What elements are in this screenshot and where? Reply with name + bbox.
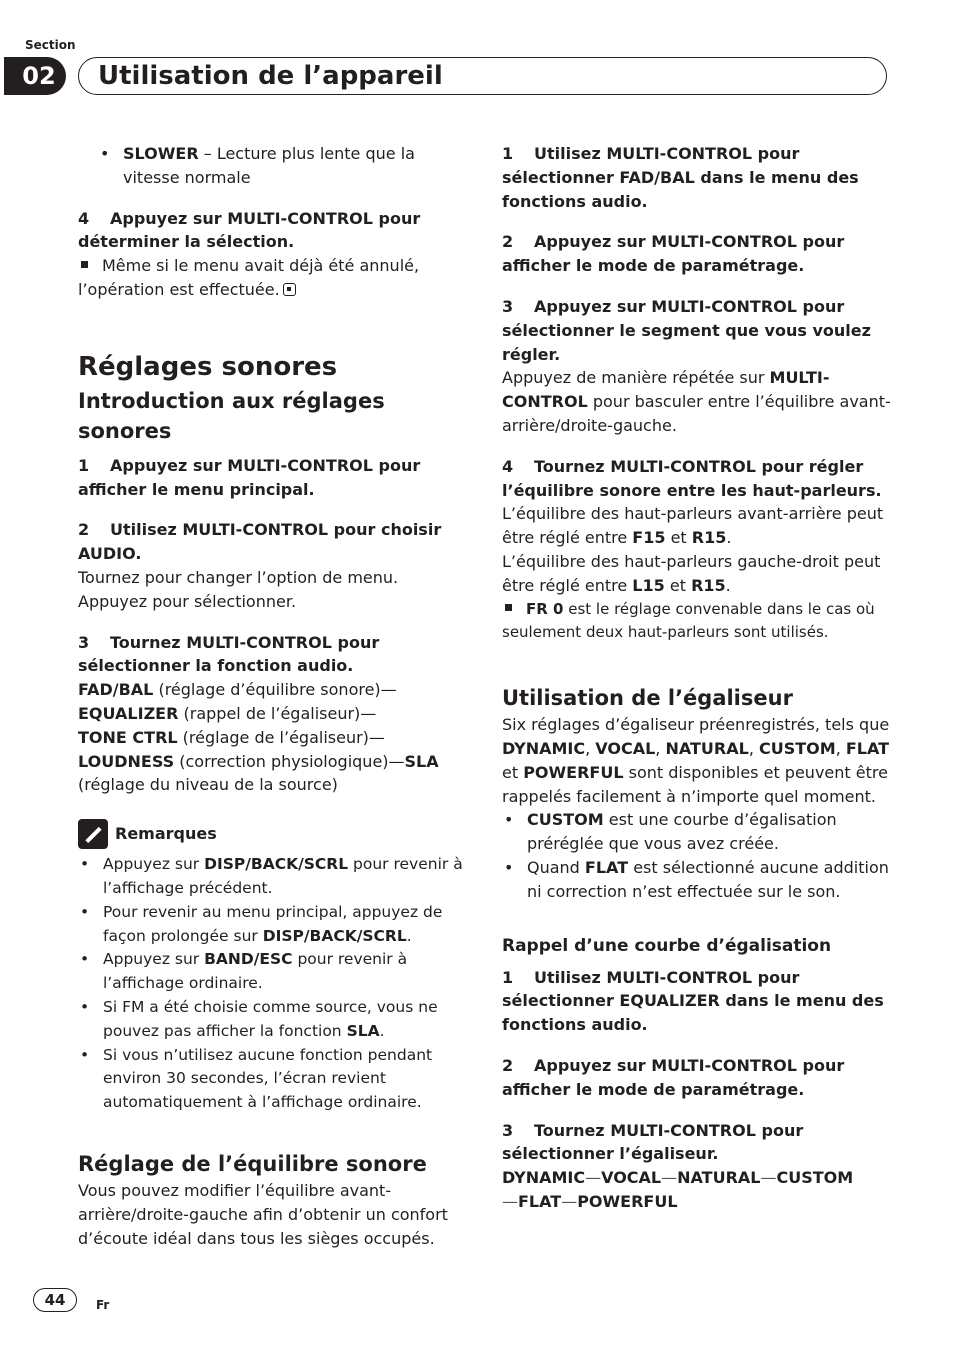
equalizer-intro: Six réglages d’égaliseur préenregistrés, tels que DYNAMIC, VOCAL, NATURAL, CUSTOM, FLAT et POWERFUL sont disponibles et peuvent être rappelés facilement à n’importe quel moment. xyxy=(502,715,890,806)
recall-step-3: 3 Tournez MULTI-CONTROL pour sélectionner l’égaliseur. xyxy=(502,1120,804,1164)
remarks-heading: Remarques xyxy=(78,819,468,849)
balance-range-front-rear: L’équilibre des haut-parleurs avant-arrière peut être réglé entre F15 et R15. xyxy=(502,504,884,548)
remarks-list xyxy=(78,853,468,1115)
page-title: Réglages sonores xyxy=(78,351,338,382)
language-label: Fr xyxy=(96,1298,110,1312)
recall-step-1: 1 Utilisez MULTI-CONTROL pour sélectionner EQUALIZER dans le menu des fonctions audio. xyxy=(502,967,884,1035)
recall-step-2: 2 Appuyez sur MULTI-CONTROL pour afficher le mode de paramétrage. xyxy=(502,1055,845,1099)
end-mark-icon xyxy=(283,283,296,296)
list-item: • Appuyez sur BAND/ESC pour revenir à l’affichage ordinaire. xyxy=(78,948,468,996)
audio-functions: FAD/BAL (réglage d’équilibre sonore)— EQUALIZER (rappel de l’égaliseur)— TONE CTRL (réglage de l’égaliseur)— LOUDNESS (correction physiologique)—SLA (réglage du niveau de la source) xyxy=(78,680,439,795)
balance-step-2: 2 Appuyez sur MULTI-CONTROL pour afficher le mode de paramétrage. xyxy=(502,232,845,276)
list-item: • Si FM a été choisie comme source, vous ne pouvez pas afficher la fonction SLA. xyxy=(78,996,468,1044)
balance-text: Vous pouvez modifier l’équilibre avant-arrière/droite-gauche afin d’obtenir un confort d’écoute idéal dans tous les sièges occupés. xyxy=(78,1180,448,1248)
equalizer-notes xyxy=(502,808,892,903)
pencil-note-icon xyxy=(78,819,108,849)
list-item: • CUSTOM est une courbe d’égalisation préréglée que vous avez créée. xyxy=(502,808,892,856)
intro-step-1: 1 Appuyez sur MULTI-CONTROL pour afficher le menu principal. xyxy=(78,455,421,499)
right-column xyxy=(502,142,892,1214)
list-item: • Appuyez sur DISP/BACK/SCRL pour revenir à l’affichage précédent. xyxy=(78,853,468,901)
equalizer-heading: Utilisation de l’égaliseur xyxy=(502,686,793,711)
balance-step-3-desc: Appuyez de manière répétée sur MULTI-CONTROL pour basculer entre l’équilibre avant-arrière/droite-gauche. xyxy=(502,368,891,435)
balance-step-4: 4 Tournez MULTI-CONTROL pour régler l’équilibre sonore entre les haut-parleurs. xyxy=(502,456,882,500)
intro-step-2-desc: Tournez pour changer l’option de menu. Appuyez pour sélectionner. xyxy=(78,567,399,611)
note-icon xyxy=(81,261,88,268)
left-column xyxy=(78,142,468,1250)
balance-step-3: 3 Appuyez sur MULTI-CONTROL pour sélectionner le segment que vous voulez régler. xyxy=(502,296,871,364)
section-label: Section xyxy=(25,38,76,52)
recall-heading: Rappel d’une courbe d’égalisation xyxy=(502,935,832,956)
section-number: 02 xyxy=(4,57,66,95)
intro-step-2: 2 Utilisez MULTI-CONTROL pour choisir AUDIO. xyxy=(78,520,442,564)
note-icon xyxy=(505,604,512,611)
list-item: • SLOWER – Lecture plus lente que la vitesse normale xyxy=(78,142,468,190)
balance-heading: Réglage de l’équilibre sonore xyxy=(78,1151,427,1176)
list-item: • Quand FLAT est sélectionné aucune addition ni correction n’est effectuée sur le son. xyxy=(502,856,892,904)
intro-heading: Introduction aux réglages sonores xyxy=(78,388,385,443)
curve-sequence: DYNAMIC—VOCAL—NATURAL—CUSTOM —FLAT—POWERFUL xyxy=(502,1168,854,1211)
step-4-note: Même si le menu avait déjà été annulé, l’opération est effectuée. xyxy=(78,256,420,299)
speed-options xyxy=(78,142,468,190)
balance-step-1: 1 Utilisez MULTI-CONTROL pour sélectionner FAD/BAL dans le menu des fonctions audio. xyxy=(502,144,859,211)
balance-range-left-right: L’équilibre des haut-parleurs gauche-droit peut être réglé entre L15 et R15. xyxy=(502,551,881,595)
step-4: 4 Appuyez sur MULTI-CONTROL pour déterminer la sélection. xyxy=(78,208,421,252)
balance-note: FR 0 est le réglage convenable dans le cas où seulement deux haut-parleurs sont utilisés. xyxy=(502,599,875,642)
intro-step-3: 3 Tournez MULTI-CONTROL pour sélectionner la fonction audio. xyxy=(78,632,380,676)
list-item: • Si vous n’utilisez aucune fonction pendant environ 30 secondes, l’écran revient automatiquement à l’affichage ordinaire. xyxy=(78,1044,468,1115)
page-number: 44 xyxy=(33,1288,77,1312)
section-title: Utilisation de l’appareil xyxy=(98,61,443,91)
list-item: • Pour revenir au menu principal, appuyez de façon prolongée sur DISP/BACK/SCRL. xyxy=(78,901,468,949)
